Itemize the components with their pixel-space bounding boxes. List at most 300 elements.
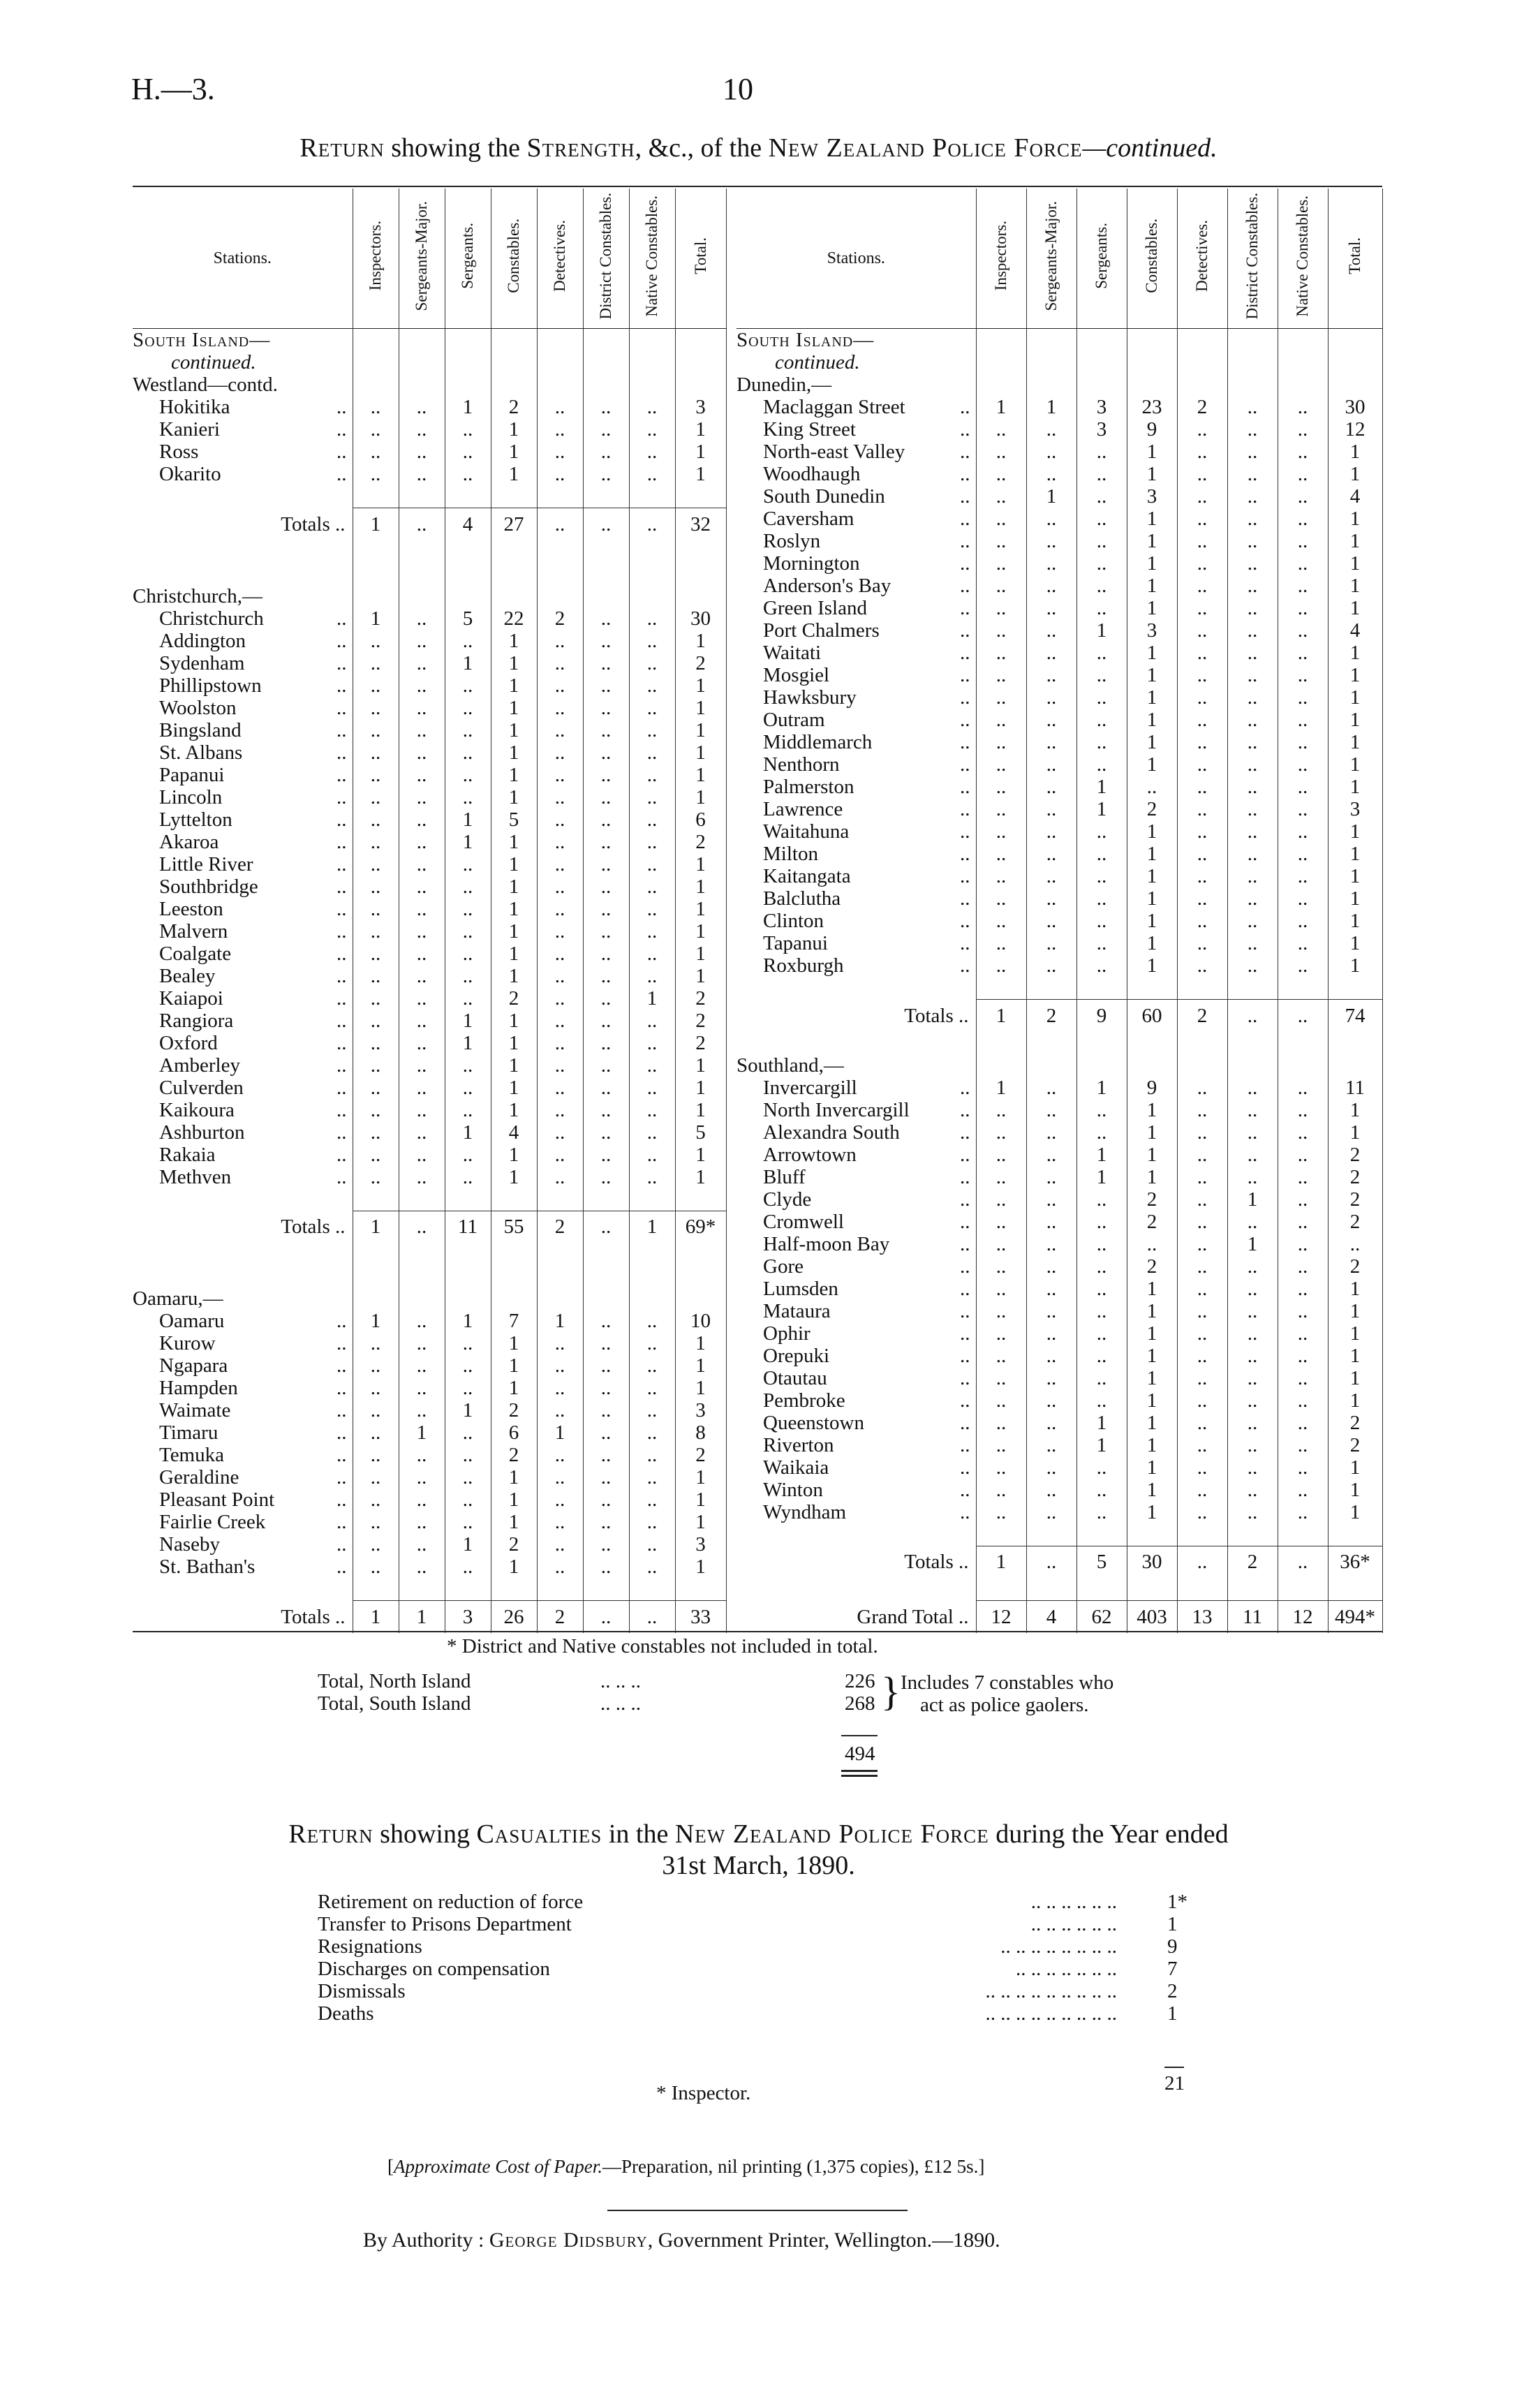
- cell-native-constables: [1278, 351, 1328, 374]
- col-inspectors: Inspectors.: [976, 189, 1026, 329]
- station-name: [133, 1399, 353, 1421]
- cell-native-constables: ..: [1278, 1479, 1328, 1501]
- leader-dots: ..: [953, 1551, 969, 1573]
- cell-native-constables: ..: [1278, 508, 1328, 530]
- cell-inspectors: [353, 540, 399, 563]
- cell-detectives: ..: [537, 920, 583, 943]
- cell-sergeants-major: ..: [399, 1121, 445, 1144]
- cell-constables: 55: [491, 1211, 537, 1243]
- cell-sergeants-major: ..: [1026, 932, 1076, 954]
- cell-sergeants: ..: [1076, 686, 1127, 709]
- station-label: Middlemarch: [763, 731, 873, 753]
- cell-constables: [1127, 351, 1177, 374]
- cell-detectives: 2: [1177, 396, 1227, 418]
- cell-native-constables: ..: [629, 1533, 675, 1556]
- table-row: [737, 552, 1382, 575]
- cell-district-constables: ..: [1227, 1000, 1278, 1032]
- table-row: [133, 1354, 726, 1377]
- cell-constables: 1: [1127, 1144, 1177, 1166]
- station-label: Bingsland: [159, 718, 242, 741]
- cell-sergeants: 1: [445, 1533, 491, 1556]
- cell-district-constables: ..: [1227, 597, 1278, 619]
- summary-south-value: 268: [845, 1692, 875, 1715]
- cell-native-constables: ..: [1278, 1211, 1328, 1233]
- cell-district-constables: ..: [583, 808, 629, 831]
- station-name: [133, 808, 353, 831]
- station-name: [133, 1533, 353, 1556]
- cell-detectives: ..: [1177, 642, 1227, 664]
- cell-total: 1: [675, 1166, 726, 1188]
- cell-inspectors: ..: [353, 1332, 399, 1354]
- cell-constables: 1: [491, 652, 537, 674]
- cell-total: [1328, 1578, 1382, 1601]
- table-top-rule: [133, 186, 1382, 187]
- cell-native-constables: ..: [1278, 597, 1328, 619]
- cell-detectives: ..: [1177, 1367, 1227, 1389]
- station-name: [737, 552, 976, 575]
- leader-dots: ..: [960, 1277, 970, 1300]
- cell-inspectors: [976, 1578, 1026, 1601]
- cell-sergeants-major: ..: [399, 1010, 445, 1032]
- leader-dots: ..: [336, 875, 347, 898]
- cell-sergeants: [1076, 1054, 1127, 1077]
- cell-inspectors: ..: [353, 943, 399, 965]
- station-label: Methven: [159, 1165, 232, 1188]
- cell-total: 1: [1328, 597, 1382, 619]
- cell-sergeants-major: ..: [399, 876, 445, 898]
- leader-dots: ..: [960, 642, 970, 664]
- cell-detectives: [537, 1188, 583, 1211]
- cell-sergeants: ..: [445, 1054, 491, 1077]
- table-row: [737, 1412, 1382, 1434]
- station-label: Outram: [763, 709, 825, 731]
- cell-sergeants: ..: [1076, 1233, 1127, 1255]
- cell-native-constables: ..: [629, 898, 675, 920]
- cell-constables: 1: [1127, 1367, 1177, 1389]
- cell-inspectors: ..: [976, 597, 1026, 619]
- cell-inspectors: [976, 351, 1026, 374]
- cell-native-constables: ..: [1278, 485, 1328, 508]
- station-label: Bealey: [159, 964, 216, 987]
- cell-sergeants: ..: [445, 1511, 491, 1533]
- cell-total: 74: [1328, 1000, 1382, 1032]
- station-label: South Dunedin: [763, 485, 885, 508]
- cell-detectives: ..: [537, 853, 583, 876]
- cell-total: [1328, 351, 1382, 374]
- cell-total: [675, 585, 726, 607]
- table-row: [133, 1032, 726, 1054]
- cell-district-constables: ..: [1227, 1367, 1278, 1389]
- cell-sergeants-major: ..: [1026, 552, 1076, 575]
- station-label: Ngapara: [159, 1354, 228, 1377]
- station-label: Amberley: [159, 1054, 240, 1077]
- cell-district-constables: ..: [583, 920, 629, 943]
- leader-dots: ..: [960, 485, 970, 508]
- station-name: [737, 709, 976, 731]
- cell-native-constables: [629, 485, 675, 508]
- cell-detectives: ..: [1177, 1188, 1227, 1211]
- cell-sergeants-major: [1026, 1054, 1076, 1077]
- cell-sergeants-major: ..: [399, 630, 445, 652]
- station-name: [133, 1556, 353, 1578]
- table-row: [737, 1188, 1382, 1211]
- cell-inspectors: ..: [976, 910, 1026, 932]
- cell-district-constables: ..: [583, 1444, 629, 1466]
- cell-constables: 1: [491, 920, 537, 943]
- cell-detectives: ..: [537, 1121, 583, 1144]
- section-row: [737, 977, 1382, 1000]
- cell-native-constables: ..: [629, 1077, 675, 1099]
- cell-sergeants-major: ..: [1026, 1077, 1076, 1099]
- table-row: [737, 910, 1382, 932]
- cell-constables: 26: [491, 1601, 537, 1633]
- cell-native-constables: ..: [629, 786, 675, 808]
- station-name: [133, 920, 353, 943]
- cell-native-constables: ..: [629, 1010, 675, 1032]
- cell-total: 11: [1328, 1077, 1382, 1099]
- leader-dots: ..: [336, 763, 347, 786]
- cell-district-constables: ..: [583, 1010, 629, 1032]
- cell-detectives: ..: [1177, 1322, 1227, 1345]
- cell-constables: 1: [1127, 709, 1177, 731]
- cell-native-constables: [629, 540, 675, 563]
- page-number: 10: [723, 72, 753, 106]
- cell-detectives: ..: [1177, 954, 1227, 977]
- table-row: [133, 1099, 726, 1121]
- leader-dots: ..: [336, 1098, 347, 1121]
- station-name: [133, 1287, 353, 1310]
- table-row: [133, 898, 726, 920]
- cell-native-constables: ..: [629, 1489, 675, 1511]
- cell-detectives: [1177, 1054, 1227, 1077]
- cell-detectives: 1: [537, 1421, 583, 1444]
- station-name: [737, 753, 976, 776]
- station-name: [133, 1377, 353, 1399]
- cell-detectives: ..: [1177, 731, 1227, 753]
- station-label: Tapanui: [763, 932, 828, 954]
- station-label: Rakaia: [159, 1143, 216, 1166]
- table-row: [133, 1121, 726, 1144]
- cell-total: 12: [1328, 418, 1382, 441]
- cell-detectives: 2: [1177, 1000, 1227, 1032]
- cell-sergeants-major: ..: [399, 1144, 445, 1166]
- leader-dots: ..: [960, 1232, 970, 1255]
- cell-constables: 1: [491, 853, 537, 876]
- leader-dots: ..: [960, 843, 970, 865]
- cell-sergeants-major: ..: [1026, 798, 1076, 820]
- station-name: [737, 597, 976, 619]
- cell-district-constables: [1227, 329, 1278, 352]
- leader-dots: ..: [336, 1354, 347, 1377]
- station-label: Queenstown: [763, 1411, 864, 1434]
- station-label: Mataura: [763, 1299, 831, 1322]
- table-row: [737, 887, 1382, 910]
- cell-district-constables: [583, 1287, 629, 1310]
- cell-native-constables: ..: [1278, 463, 1328, 485]
- cell-total: 3: [675, 396, 726, 418]
- cell-inspectors: ..: [353, 898, 399, 920]
- cell-inspectors: ..: [353, 1144, 399, 1166]
- table-row: [737, 776, 1382, 798]
- summary-north-dots: .. .. ..: [600, 1670, 641, 1692]
- cell-district-constables: [1227, 977, 1278, 1000]
- station-name: [133, 741, 353, 764]
- station-label: South Island—: [737, 329, 875, 351]
- cell-detectives: ..: [1177, 843, 1227, 865]
- cell-native-constables: ..: [1278, 552, 1328, 575]
- col-sergeants: Sergeants.: [1076, 189, 1127, 329]
- table-row: [133, 630, 726, 652]
- cell-inspectors: ..: [353, 719, 399, 741]
- cell-inspectors: ..: [976, 1099, 1026, 1121]
- cell-total: 1: [675, 943, 726, 965]
- cell-constables: 2: [1127, 1188, 1177, 1211]
- cell-native-constables: ..: [629, 1399, 675, 1421]
- cost-rest: —Preparation, nil printing (1,375 copies), £12 5s.]: [602, 2156, 985, 2177]
- table-row: [737, 753, 1382, 776]
- cell-inspectors: ..: [353, 441, 399, 463]
- cell-sergeants: [1076, 1523, 1127, 1546]
- cell-sergeants-major: ..: [399, 1054, 445, 1077]
- cell-district-constables: 2: [1227, 1546, 1278, 1578]
- station-label: Green Island: [763, 597, 867, 619]
- cell-sergeants: [445, 1578, 491, 1601]
- cell-sergeants-major: ..: [1026, 1121, 1076, 1144]
- cell-total: [675, 540, 726, 563]
- cell-native-constables: ..: [629, 1354, 675, 1377]
- leader-dots: ..: [960, 1188, 970, 1211]
- cell-sergeants-major: 1: [399, 1421, 445, 1444]
- cell-native-constables: ..: [629, 719, 675, 741]
- leader-dots: ..: [960, 753, 970, 776]
- station-label: Anderson's Bay: [763, 575, 891, 597]
- station-label: Addington: [159, 629, 246, 652]
- cell-native-constables: ..: [629, 652, 675, 674]
- cell-total: 1: [1328, 843, 1382, 865]
- cell-native-constables: ..: [1278, 1233, 1328, 1255]
- cell-district-constables: [583, 540, 629, 563]
- cell-detectives: ..: [1177, 597, 1227, 619]
- cell-inspectors: ..: [353, 1533, 399, 1556]
- cell-district-constables: ..: [1227, 820, 1278, 843]
- cell-sergeants-major: ..: [1026, 1255, 1076, 1278]
- summary-north-label: Total, North Island: [318, 1670, 471, 1692]
- cell-district-constables: ..: [583, 1099, 629, 1121]
- cell-native-constables: ..: [629, 441, 675, 463]
- leader-dots: ..: [960, 1322, 970, 1345]
- cell-sergeants-major: ..: [1026, 619, 1076, 642]
- cell-inspectors: ..: [976, 1322, 1026, 1345]
- cell-sergeants-major: ..: [399, 1332, 445, 1354]
- cell-sergeants-major: [399, 329, 445, 352]
- col-constables: Constables.: [491, 189, 537, 329]
- cell-inspectors: 1: [976, 396, 1026, 418]
- station-label: Fairlie Creek: [159, 1511, 266, 1533]
- cell-sergeants-major: ..: [399, 808, 445, 831]
- cell-constables: 1: [491, 441, 537, 463]
- cell-constables: [491, 351, 537, 374]
- station-name: [737, 776, 976, 798]
- cell-constables: 27: [491, 508, 537, 540]
- cell-detectives: [537, 1578, 583, 1601]
- station-label: Ashburton: [159, 1121, 245, 1144]
- cell-inspectors: ..: [353, 831, 399, 853]
- cell-detectives: ..: [537, 1377, 583, 1399]
- section-row: [133, 485, 726, 508]
- summary-total-rule: [841, 1735, 878, 1736]
- cell-inspectors: ..: [976, 731, 1026, 753]
- station-name: [133, 1032, 353, 1054]
- right-table-body: [737, 329, 1382, 1633]
- cell-constables: [1127, 977, 1177, 1000]
- cell-detectives: ..: [1177, 753, 1227, 776]
- cell-native-constables: [629, 1243, 675, 1265]
- cell-detectives: ..: [1177, 508, 1227, 530]
- cell-native-constables: ..: [1278, 1345, 1328, 1367]
- table-row: [737, 1434, 1382, 1456]
- cell-total: 1: [1328, 1121, 1382, 1144]
- table-row: [737, 798, 1382, 820]
- leader-dots: ..: [960, 1456, 970, 1479]
- station-label: Sydenham: [159, 651, 245, 674]
- cell-native-constables: ..: [629, 1601, 675, 1633]
- cell-inspectors: [353, 485, 399, 508]
- station-label: Ophir: [763, 1322, 811, 1345]
- cell-district-constables: 1: [1227, 1233, 1278, 1255]
- cell-inspectors: [353, 374, 399, 396]
- cell-inspectors: [353, 585, 399, 607]
- table-row: [133, 853, 726, 876]
- cell-constables: 1: [1127, 910, 1177, 932]
- cell-constables: 1: [491, 1077, 537, 1099]
- cell-inspectors: ..: [353, 741, 399, 764]
- cell-total: 32: [675, 508, 726, 540]
- cell-native-constables: [1278, 1578, 1328, 1601]
- cell-district-constables: ..: [1227, 753, 1278, 776]
- cell-native-constables: ..: [1278, 1000, 1328, 1032]
- cell-district-constables: ..: [1227, 1099, 1278, 1121]
- cell-native-constables: ..: [1278, 619, 1328, 642]
- cell-total: 10: [675, 1310, 726, 1332]
- cell-district-constables: [583, 485, 629, 508]
- cell-district-constables: ..: [1227, 1456, 1278, 1479]
- station-name: [737, 1144, 976, 1166]
- station-name: [737, 731, 976, 753]
- cell-constables: 1: [491, 1466, 537, 1489]
- cell-sergeants: ..: [445, 1144, 491, 1166]
- table-row: [737, 1322, 1382, 1345]
- cell-total: 1: [675, 630, 726, 652]
- cell-district-constables: ..: [583, 853, 629, 876]
- station-label: Totals: [281, 1216, 330, 1238]
- cell-inspectors: ..: [976, 642, 1026, 664]
- totals-row: [133, 1211, 726, 1243]
- cell-sergeants-major: ..: [1026, 686, 1076, 709]
- cell-detectives: ..: [1177, 1501, 1227, 1523]
- table-row: [133, 1332, 726, 1354]
- header-row: [737, 189, 1382, 329]
- station-name: [737, 1121, 976, 1144]
- cell-constables: [491, 540, 537, 563]
- cell-sergeants-major: 1: [1026, 485, 1076, 508]
- cell-native-constables: [1278, 374, 1328, 396]
- cell-sergeants: ..: [1076, 954, 1127, 977]
- table-row: [133, 943, 726, 965]
- cell-sergeants: 9: [1076, 1000, 1127, 1032]
- cell-sergeants-major: ..: [1026, 1166, 1076, 1188]
- cell-district-constables: ..: [583, 630, 629, 652]
- section-row: [133, 585, 726, 607]
- cell-native-constables: ..: [1278, 1546, 1328, 1578]
- cell-sergeants-major: ..: [399, 786, 445, 808]
- cell-district-constables: ..: [583, 396, 629, 418]
- station-name: [133, 1332, 353, 1354]
- leader-dots: ..: [336, 651, 347, 674]
- cell-total: 1: [1328, 1389, 1382, 1412]
- strength-table-right: [737, 189, 1383, 1633]
- cell-sergeants: ..: [1076, 1099, 1127, 1121]
- table-row: [133, 1010, 726, 1032]
- station-name: [133, 418, 353, 441]
- cell-sergeants: ..: [1076, 664, 1127, 686]
- casualties-title-date: 31st March, 1890.: [662, 1851, 855, 1880]
- cell-native-constables: ..: [1278, 686, 1328, 709]
- cell-detectives: ..: [537, 1099, 583, 1121]
- section-row: [737, 1054, 1382, 1077]
- station-name: [737, 485, 976, 508]
- summary-note-line2: act as police gaolers.: [920, 1694, 1089, 1716]
- cell-sergeants: ..: [1076, 485, 1127, 508]
- cell-district-constables: ..: [583, 607, 629, 630]
- station-name: [133, 1489, 353, 1511]
- cell-inspectors: ..: [976, 418, 1026, 441]
- station-label: Invercargill: [763, 1076, 857, 1099]
- cell-sergeants-major: [1026, 1032, 1076, 1054]
- leader-dots: ..: [336, 1489, 347, 1511]
- cell-native-constables: ..: [629, 1421, 675, 1444]
- cell-sergeants-major: ..: [1026, 642, 1076, 664]
- leader-dots: ..: [960, 619, 970, 642]
- cell-district-constables: ..: [583, 674, 629, 697]
- cell-constables: 1: [491, 1099, 537, 1121]
- cell-constables: 1: [1127, 441, 1177, 463]
- cell-constables: [1127, 374, 1177, 396]
- totals-row: [737, 1601, 1382, 1633]
- cell-constables: [1127, 1054, 1177, 1077]
- cell-district-constables: ..: [1227, 1322, 1278, 1345]
- cell-constables: 1: [1127, 1300, 1177, 1322]
- cell-constables: 1: [491, 1166, 537, 1188]
- cell-sergeants-major: ..: [399, 1556, 445, 1578]
- casualties-title-force: New Zealand Police Force: [674, 1819, 989, 1849]
- cell-sergeants: 1: [445, 652, 491, 674]
- cell-total: 8: [675, 1421, 726, 1444]
- cell-constables: 1: [1127, 1434, 1177, 1456]
- cell-inspectors: ..: [353, 1556, 399, 1578]
- station-name: [133, 508, 353, 540]
- cell-detectives: ..: [1177, 1099, 1227, 1121]
- cell-inspectors: ..: [976, 709, 1026, 731]
- station-label: Hokitika: [159, 396, 230, 418]
- cell-district-constables: [1227, 1032, 1278, 1054]
- cell-constables: [491, 374, 537, 396]
- casualty-label: Discharges on compensation: [318, 1958, 550, 1980]
- cell-sergeants: ..: [1076, 642, 1127, 664]
- cell-sergeants-major: ..: [399, 674, 445, 697]
- cell-sergeants: 1: [1076, 776, 1127, 798]
- cell-constables: 1: [1127, 1166, 1177, 1188]
- leader-dots: ..: [960, 1143, 970, 1166]
